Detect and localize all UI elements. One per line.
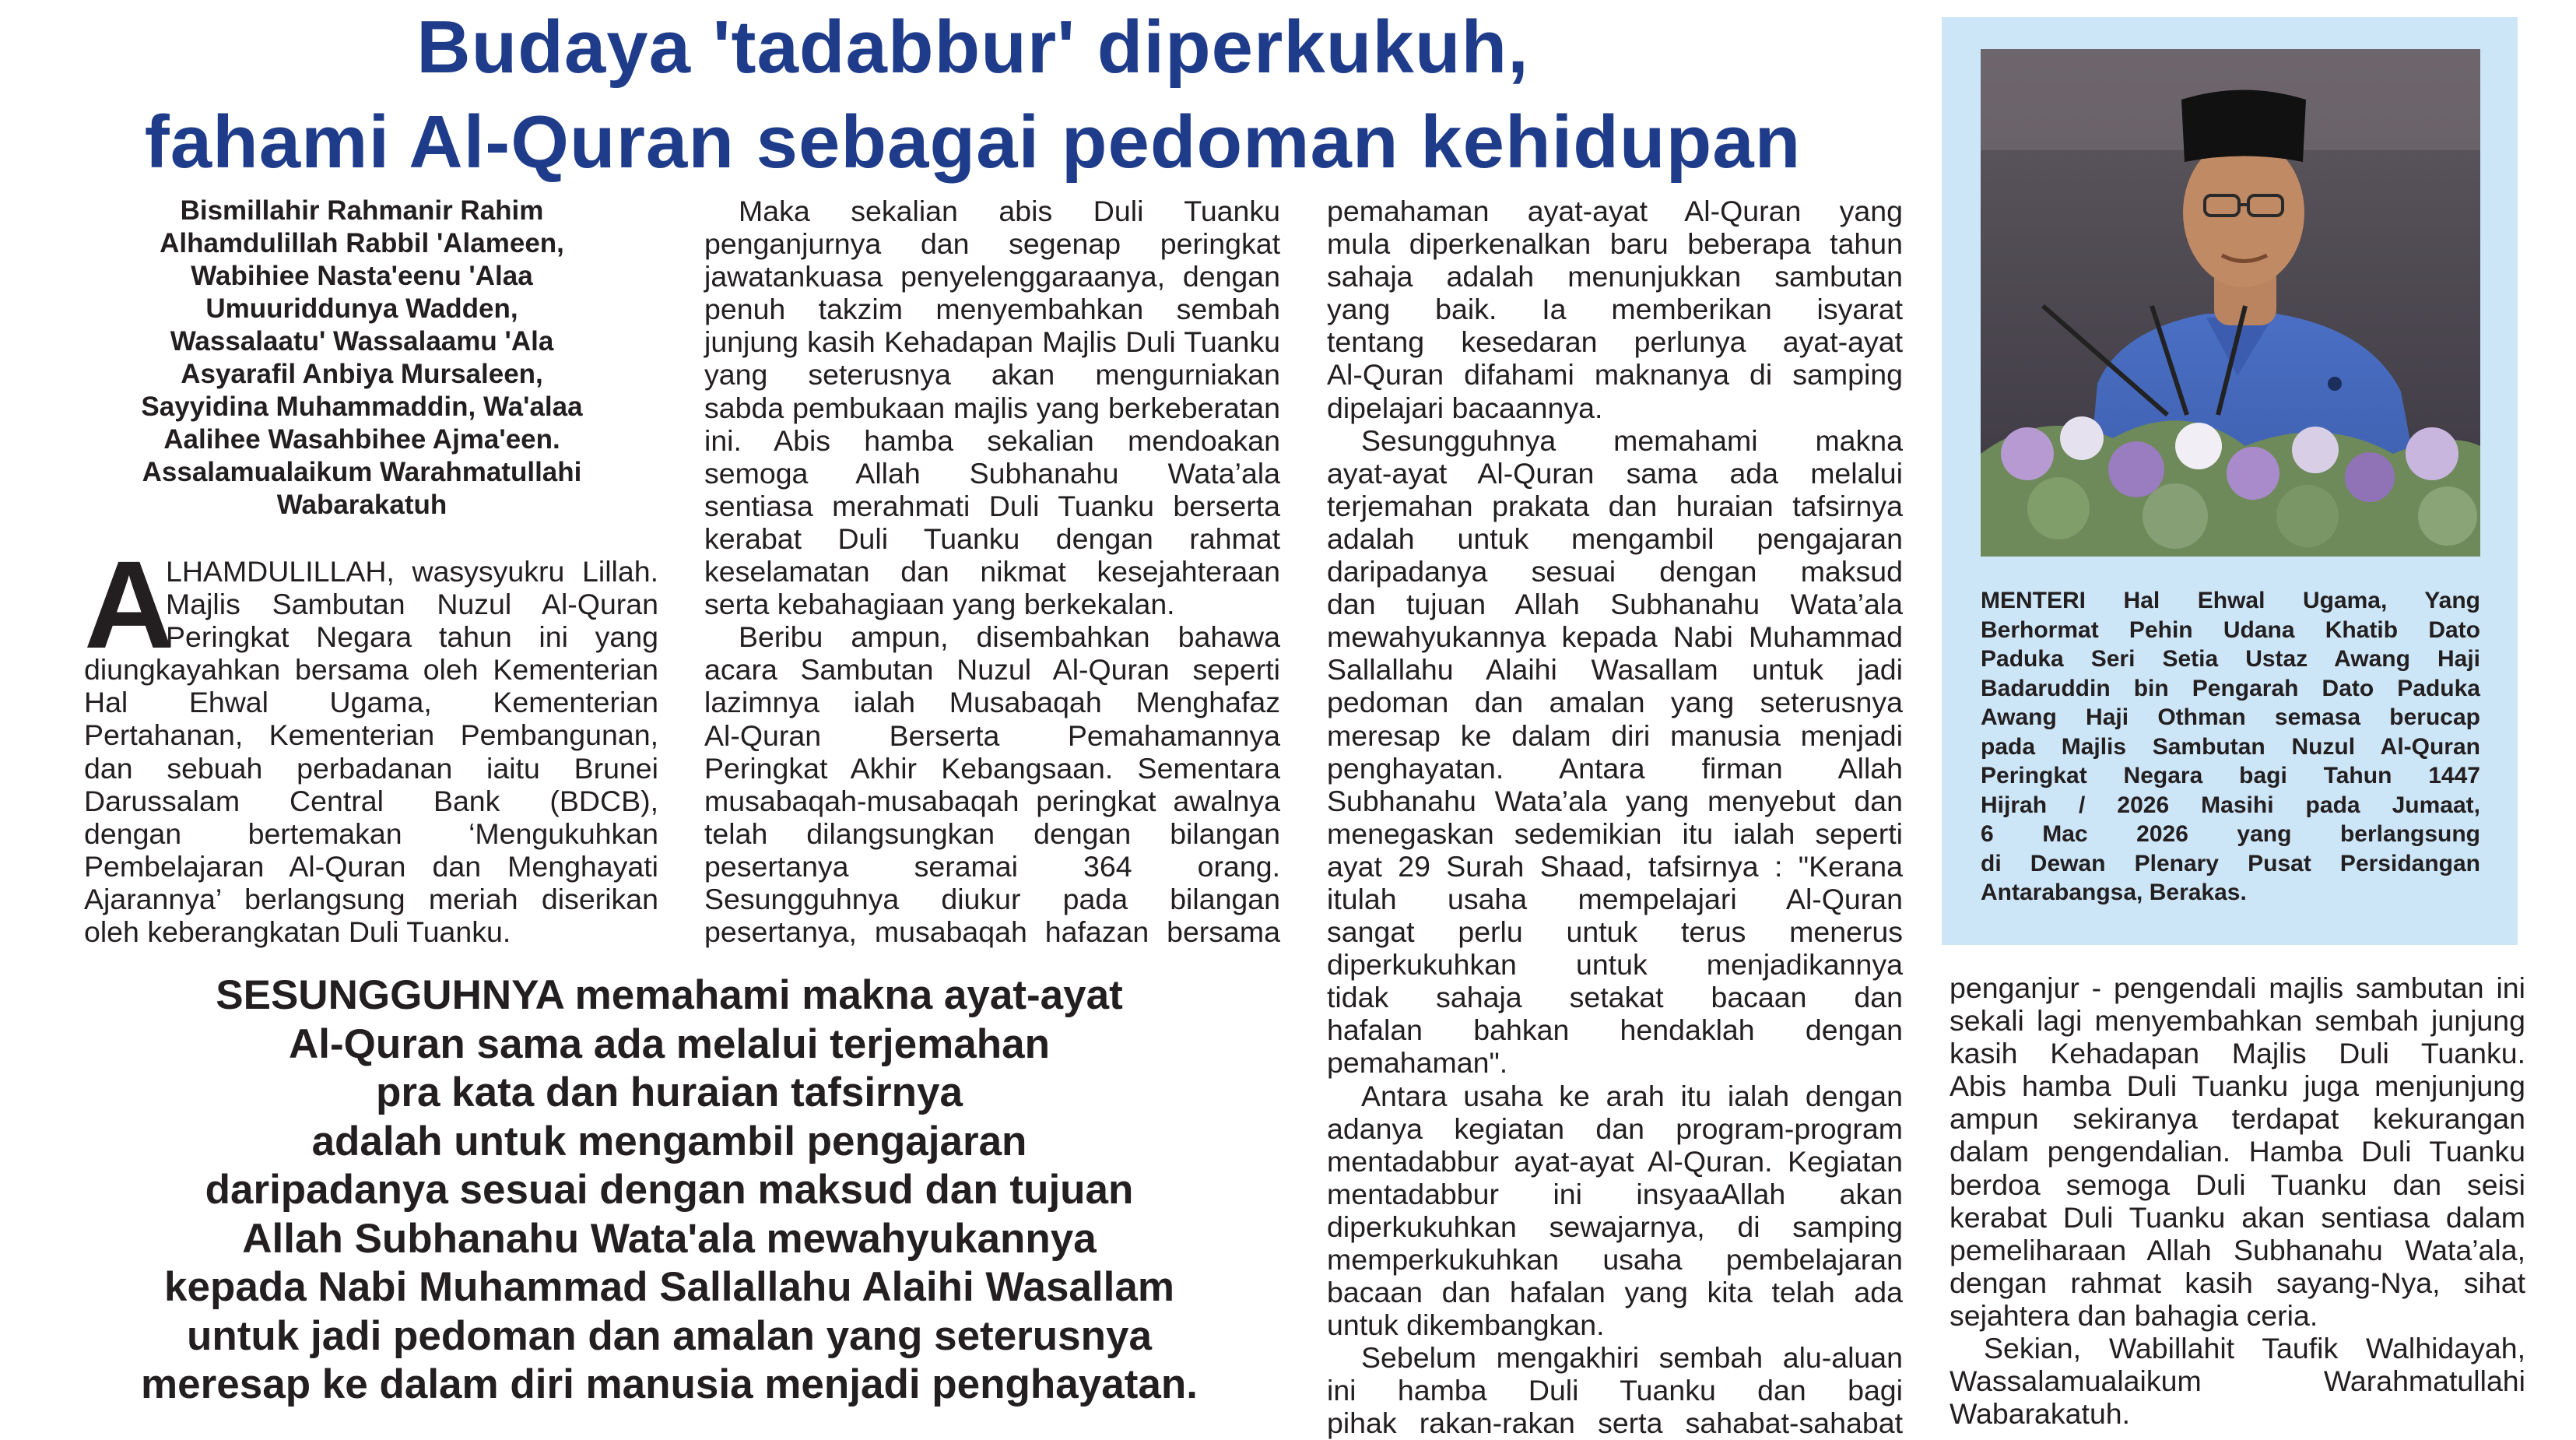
article-line: mula diperkenalkan baru beberapa tahun xyxy=(1327,227,1903,261)
pull-quote-line: adalah untuk mengambil pengajaran xyxy=(311,1118,1027,1164)
headline xyxy=(31,0,1914,190)
article-line: Peringkat Akhir Kebangsaan. Sementara xyxy=(704,751,1280,785)
photo-caption xyxy=(1981,586,2480,908)
article-line: adanya kegiatan dan program-program xyxy=(1327,1112,1903,1145)
opening-line: Assalamualaikum Warahmatullahi xyxy=(142,457,582,487)
intro-line: LHAMDULILLAH, wasysyukru Lillah. xyxy=(166,555,658,588)
article-line: Subhanahu Wata’ala yang menyebut dan xyxy=(1327,784,1903,817)
article-line: Antara usaha ke arah itu ialah dengan xyxy=(1361,1079,1903,1112)
intro-paragraph xyxy=(84,535,658,949)
article-line: jawatankuasa penyelenggaraanya, dengan xyxy=(704,260,1280,293)
article-line: diperkukuhkan untuk menjadikannya xyxy=(1327,948,1903,982)
opening-line: Wabarakatuh xyxy=(276,490,447,520)
article-line: kasih Kehadapan Majlis Duli Tuanku. xyxy=(1950,1037,2525,1070)
article-line: Sebelum mengakhiri sembah alu-aluan xyxy=(1361,1341,1903,1375)
article-line: pihak rakan-rakan serta sahabat-sahabat xyxy=(1327,1407,1903,1440)
intro-line: Pertahanan, Kementerian Pembangunan, xyxy=(84,718,658,752)
article-line: Sesungguhnya diukur pada bilangan xyxy=(704,882,1280,915)
article-line: musabaqah-musabaqah peringkat awalnya xyxy=(704,784,1280,817)
article-line: semoga Allah Subhanahu Wata’ala xyxy=(704,456,1280,490)
headline-line-2: fahami Al-Quran sebagai pedoman kehidupan xyxy=(144,100,1802,184)
article-line: Sesungguhnya memahami makna xyxy=(1361,423,1903,457)
article-column-4 xyxy=(1950,971,2525,1430)
opening-line: Aalihee Wasahbihee Ajma'een. xyxy=(163,424,560,455)
article-line: penganjur - pengendali majlis sambutan ini xyxy=(1950,971,2525,1004)
caption-line: Hijrah / 2026 Masihi pada Jumaat, xyxy=(1981,792,2480,818)
article-line: acara Sambutan Nuzul Al-Quran seperti xyxy=(704,653,1280,687)
opening-salutation xyxy=(86,195,638,522)
article-line: kerabat Duli Tuanku dengan rahmat xyxy=(704,522,1280,555)
article-line: ayat 29 Surah Shaad, tafsirnya : "Kerana xyxy=(1327,849,1903,883)
article-line: mentadabbur ini insyaaAllah akan xyxy=(1327,1177,1903,1210)
article-line: Al-Quran difahami maknanya di samping xyxy=(1327,358,1903,392)
article-line: keselamatan dan nikmat kesejahteraan xyxy=(704,555,1280,588)
article-line: Wassalamualaikum Warahmatullahi xyxy=(1950,1364,2525,1398)
article-line: ayat-ayat Al-Quran sama ada melalui xyxy=(1327,456,1903,490)
article-line: pemahaman". xyxy=(1327,1046,1508,1080)
article-line: yang seterusnya akan mengurniakan xyxy=(704,358,1280,392)
opening-line: Wassalaatu' Wassalaamu 'Ala xyxy=(170,326,554,356)
article-line: diperkukuhkan sewajarnya, di samping xyxy=(1327,1210,1903,1243)
article-line: itulah usaha mempelajari Al-Quran xyxy=(1327,882,1903,915)
caption-line: pada Majlis Sambutan Nuzul Al-Quran xyxy=(1981,733,2480,760)
article-line: pesertanya, musabaqah hafazan bersama xyxy=(704,915,1280,949)
article-line: memperkukuhkan usaha pembelajaran xyxy=(1327,1243,1903,1276)
pull-quote-line: meresap ke dalam diri manusia menjadi penghayatan. xyxy=(141,1361,1198,1407)
caption-line: MENTERI Hal Ehwal Ugama, Yang xyxy=(1981,588,2480,613)
intro-line: dan sebuah perbadanan iaitu Brunei xyxy=(84,751,658,785)
article-line: untuk dikembangkan. xyxy=(1327,1308,1605,1342)
pull-quote-line: Al-Quran sama ada melalui terjemahan xyxy=(289,1020,1050,1067)
article-line: dengan rahmat kasih sayang-Nya, sihat xyxy=(1950,1266,2525,1299)
article-line: ini. Abis hamba sekalian mendoakan xyxy=(704,423,1280,457)
caption-line: Awang Haji Othman semasa berucap xyxy=(1981,704,2480,730)
article-line: telah dilangsungkan dengan bilangan xyxy=(704,817,1280,850)
article-line: terjemahan prakata dan huraian tafsirnya xyxy=(1327,489,1903,522)
pull-quote-line: pra kata dan huraian tafsirnya xyxy=(375,1069,963,1115)
intro-line: Darussalam Central Bank (BDCB), xyxy=(84,784,658,817)
intro-line: Pembelajaran Al-Quran dan Menghayati xyxy=(84,849,658,883)
opening-line: Wabihiee Nasta'eenu 'Alaa xyxy=(191,261,533,291)
article-line: ampun sekiranya terdapat kekurangan xyxy=(1950,1102,2525,1136)
article-line: meresap ke dalam diri manusia menjadi xyxy=(1327,718,1903,752)
article-line: daripadanya sesuai dengan maksud xyxy=(1327,555,1903,588)
article-line: kerabat Duli Tuanku akan sentiasa dalam xyxy=(1950,1200,2525,1234)
article-line: pedoman dan amalan yang seterusnya xyxy=(1327,686,1903,719)
caption-line: Peringkat Negara bagi Tahun 1447 xyxy=(1981,763,2480,788)
article-line: penuh takzim menyembahkan sembah xyxy=(704,293,1280,326)
pull-quote-line: untuk jadi pedoman dan amalan yang seterusnya xyxy=(187,1312,1152,1359)
opening-line: Umuuriddunya Wadden, xyxy=(205,293,518,324)
opening-line: Asyarafil Anbiya Mursaleen, xyxy=(181,359,543,389)
pull-quote-line: Allah Subhanahu Wata'ala mewahyukannya xyxy=(242,1215,1097,1262)
article-line: tentang kesedaran perlunya ayat-ayat xyxy=(1327,325,1903,359)
article-line: Sekian, Wabillahit Taufik Walhidayah, xyxy=(1984,1332,2525,1365)
article-line: pesertanya seramai 364 orang. xyxy=(704,849,1280,883)
article-line: Abis hamba Duli Tuanku juga menjunjung xyxy=(1950,1069,2525,1103)
article-line: berdoa semoga Duli Tuanku dan seisi xyxy=(1950,1168,2525,1201)
article-line: yang baik. Ia memberikan isyarat xyxy=(1327,293,1903,326)
caption-line: 6 Mac 2026 yang berlangsung xyxy=(1981,821,2480,847)
article-column-3 xyxy=(1327,195,1903,1440)
intro-line: oleh keberangkatan Duli Tuanku. xyxy=(84,915,511,949)
article-line: dalam pengendalian. Hamba Duli Tuanku xyxy=(1950,1135,2525,1168)
article-line: sekali lagi menyembahkan sembah junjung xyxy=(1950,1004,2525,1038)
intro-line: Ajarannya’ berlangsung meriah diserikan xyxy=(84,882,658,915)
article-line: junjung kasih Kehadapan Majlis Duli Tuanku xyxy=(704,325,1280,359)
speaker-photo xyxy=(1981,49,2480,557)
article-line: Beribu ampun, disembahkan bahawa xyxy=(739,620,1280,654)
speaker-photo-illustration xyxy=(1981,49,2480,557)
article-line: dipelajari bacaannya. xyxy=(1327,391,1603,424)
pull-quote-line: SESUNGGUHNYA memahami makna ayat-ayat xyxy=(216,972,1123,1018)
caption-line: Badaruddin bin Pengarah Dato Paduka xyxy=(1981,675,2480,701)
pull-quote-line: daripadanya sesuai dengan maksud dan tujuan xyxy=(205,1167,1134,1213)
opening-line: Bismillahir Rahmanir Rahim xyxy=(180,195,544,226)
caption-line: Paduka Seri Setia Ustaz Awang Haji xyxy=(1981,646,2480,672)
intro-line: Majlis Sambutan Nuzul Al-Quran xyxy=(166,588,658,621)
article-line: sejahtera dan bahagia ceria. xyxy=(1950,1298,2318,1332)
opening-line: Alhamdulillah Rabbil 'Alameen, xyxy=(160,228,564,258)
article-line: ini hamba Duli Tuanku dan bagi xyxy=(1327,1374,1903,1407)
article-line: dan tujuan Allah Subhanahu Wata’ala xyxy=(1327,588,1903,621)
intro-line: diungkayahkan bersama oleh Kementerian xyxy=(84,653,658,687)
article-line: adalah untuk mengambil pengajaran xyxy=(1327,522,1903,555)
article-line: bacaan dan hafalan yang kita telah ada xyxy=(1327,1276,1903,1309)
article-line: penganjurnya dan segenap peringkat xyxy=(704,227,1280,261)
article-column-2 xyxy=(704,195,1280,948)
drop-cap: A xyxy=(84,535,174,674)
article-line: lazimnya ialah Musabaqah Menghafaz xyxy=(704,686,1280,719)
article-line: hafalan bahkan hendaklah dengan xyxy=(1327,1013,1903,1047)
article-line: tidak sahaja setakat bacaan dan xyxy=(1327,981,1903,1014)
article-line: sahaja adalah menunjukkan sambutan xyxy=(1327,260,1903,293)
headline-line-1: Budaya 'tadabbur' diperkukuh, xyxy=(416,5,1529,89)
article-line: Al-Quran Berserta Pemahamannya xyxy=(704,718,1280,752)
intro-line: Hal Ehwal Ugama, Kementerian xyxy=(84,686,658,719)
article-line: sentiasa merahmati Duli Tuanku berserta xyxy=(704,489,1280,522)
article-line: serta kebahagiaan yang berkekalan. xyxy=(704,588,1175,621)
pull-quote-line: kepada Nabi Muhammad Sallallahu Alaihi Wasallam xyxy=(164,1264,1174,1310)
article-line: Maka sekalian abis Duli Tuanku xyxy=(739,195,1280,227)
intro-line: Peringkat Negara tahun ini yang xyxy=(166,620,658,654)
pull-quote xyxy=(62,971,1276,1410)
article-line: sabda pembukaan majlis yang berkeberatan xyxy=(704,391,1280,424)
article-line: mentadabbur ayat-ayat Al-Quran. Kegiatan xyxy=(1327,1144,1903,1178)
article-line: Sallallahu Alaihi Wasallam untuk jadi xyxy=(1327,653,1903,687)
article-line: pemahaman ayat-ayat Al-Quran yang xyxy=(1327,195,1903,227)
caption-line: di Dewan Plenary Pusat Persidangan xyxy=(1981,850,2480,876)
caption-line: Berhormat Pehin Udana Khatib Dato xyxy=(1981,616,2480,643)
caption-line: Antarabangsa, Berakas. xyxy=(1981,880,2247,905)
intro-line: dengan bertemakan ‘Mengukuhkan xyxy=(84,817,658,850)
article-line: menegaskan sedemikian itu ialah seperti xyxy=(1327,817,1903,850)
article-line: Wabarakatuh. xyxy=(1950,1397,2131,1431)
article-line: penghayatan. Antara firman Allah xyxy=(1327,751,1903,785)
article-line: pemeliharaan Allah Subhanahu Wata’ala, xyxy=(1950,1233,2525,1266)
article-line: mewahyukannya kepada Nabi Muhammad xyxy=(1327,620,1903,654)
opening-line: Sayyidina Muhammaddin, Wa'alaa xyxy=(141,392,583,422)
article-line: sangat perlu untuk terus menerus xyxy=(1327,915,1903,949)
